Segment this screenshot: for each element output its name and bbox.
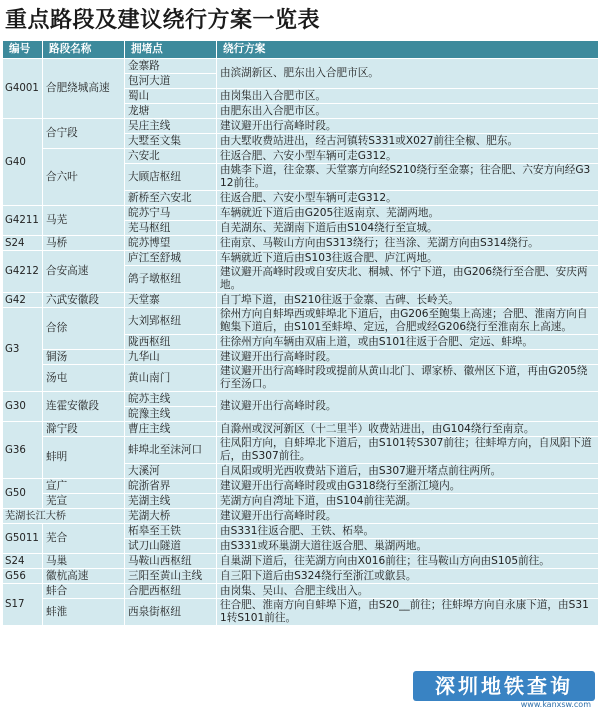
road-code: G4001 xyxy=(3,59,43,119)
congestion-point: 皖豫主线 xyxy=(125,407,217,422)
congestion-point: 九华山 xyxy=(125,350,217,365)
detour-plan: 由S331或环巢湖大道往返合肥、巢湖两地。 xyxy=(217,539,599,554)
congestion-point: 芜湖大桥 xyxy=(125,509,217,524)
table-row xyxy=(3,524,599,539)
section-name: 马桥 xyxy=(43,236,125,251)
detour-plan: 建议避开出行高峰时段或提前从黄山北门、谭家桥、徽州区下道，再由G205绕行至汤口。 xyxy=(217,365,599,392)
table-row xyxy=(3,350,599,365)
road-code: G42 xyxy=(3,293,43,308)
detour-table xyxy=(2,40,599,626)
detour-plan: 建议避开出行高峰时段。 xyxy=(217,350,599,365)
detour-plan: 自凤阳或明光西收费站下道后，由S307避开堵点前往两所。 xyxy=(217,464,599,479)
road-code: G4211 xyxy=(3,206,43,236)
table-row xyxy=(3,236,599,251)
section-name: 合安高速 xyxy=(43,251,125,293)
table-row xyxy=(3,584,599,599)
congestion-point: 合肥西枢纽 xyxy=(125,584,217,599)
road-code: G50 xyxy=(3,479,43,509)
congestion-point: 新桥至六安北 xyxy=(125,191,217,206)
road-code: 芜湖长江大桥 xyxy=(3,509,125,524)
congestion-point: 吴庄主线 xyxy=(125,119,217,134)
road-code: G5011 xyxy=(3,524,43,554)
table-row xyxy=(3,422,599,437)
detour-plan: 由岗集出入合肥市区。 xyxy=(217,89,599,104)
congestion-point: 西泉街枢纽 xyxy=(125,599,217,626)
detour-plan: 自巢湖下道后，往芜湖方向由X016前往；往马鞍山方向由S105前往。 xyxy=(217,554,599,569)
table-row xyxy=(3,365,599,392)
detour-plan: 由大墅收费站进出，经古河镇转S331或X027前往全椒、肥东。 xyxy=(217,134,599,149)
detour-plan: 芜湖方向自湾址下道，由S104前往芜湖。 xyxy=(217,494,599,509)
table-row xyxy=(3,293,599,308)
detour-plan: 建议避开出行高峰时段。 xyxy=(217,509,599,524)
congestion-point: 庐江至舒城 xyxy=(125,251,217,266)
congestion-point: 三阳至黄山主线 xyxy=(125,569,217,584)
road-code: G30 xyxy=(3,392,43,422)
congestion-point: 天堂寨 xyxy=(125,293,217,308)
detour-plan: 建议避开高峰时段或自安庆北、桐城、怀宁下道，由G206绕行至合肥、安庆两地。 xyxy=(217,266,599,293)
section-name: 宣广 xyxy=(43,479,125,494)
congestion-point: 皖苏宁马 xyxy=(125,206,217,221)
table-row xyxy=(3,479,599,494)
detour-plan: 往返合肥、六安小型车辆可走G312。 xyxy=(217,149,599,164)
table-row xyxy=(3,251,599,266)
header-congestion-point: 拥堵点 xyxy=(125,41,217,59)
section-name: 汤屯 xyxy=(43,365,125,392)
detour-plan: 车辆就近下道后由S103往返合肥、庐江两地。 xyxy=(217,251,599,266)
congestion-point: 黄山南门 xyxy=(125,365,217,392)
section-name: 合徐 xyxy=(43,308,125,350)
detour-plan: 自滁州或汊河新区（十二里半）收费站进出，由G104绕行至南京。 xyxy=(217,422,599,437)
road-code: G36 xyxy=(3,422,43,479)
detour-plan: 建议避开出行高峰时段。 xyxy=(217,392,599,422)
road-code: G40 xyxy=(3,119,43,206)
congestion-point: 大溪河 xyxy=(125,464,217,479)
watermark-text: 深圳地铁查询 xyxy=(435,674,573,698)
detour-plan: 建议避开出行高峰时段或由G318绕行至浙江境内。 xyxy=(217,479,599,494)
table-row xyxy=(3,206,599,221)
detour-plan: 由S331往返合肥、王铁、柘皋。 xyxy=(217,524,599,539)
road-code: S17 xyxy=(3,584,43,626)
table-row xyxy=(3,59,599,74)
section-name: 蚌合 xyxy=(43,584,125,599)
detour-plan: 自芜湖东、芜湖南下道后由S104绕行至宣城。 xyxy=(217,221,599,236)
congestion-point: 芜马枢纽 xyxy=(125,221,217,236)
detour-plan: 建议避开出行高峰时段。 xyxy=(217,119,599,134)
table-row xyxy=(3,437,599,464)
road-code: S24 xyxy=(3,554,43,569)
section-name: 马巢 xyxy=(43,554,125,569)
congestion-point: 皖苏博望 xyxy=(125,236,217,251)
watermark-url: www.kanxsw.com xyxy=(520,700,591,709)
table-row xyxy=(3,599,599,626)
watermark xyxy=(413,671,595,709)
detour-plan: 往返合肥、六安小型车辆可走G312。 xyxy=(217,191,599,206)
detour-plan: 由姚李下道，往金寨、天堂寨方向经S210绕行至金寨；往合肥、六安方向经G312前往。 xyxy=(217,164,599,191)
detour-plan: 往徐州方向车辆由双庙上道，或由S101往返于合肥、定远、蚌埠。 xyxy=(217,335,599,350)
header-code: 编号 xyxy=(3,41,43,59)
detour-plan: 自丁埠下道，由S210往返于金寨、古碑、长岭关。 xyxy=(217,293,599,308)
congestion-point: 马鞍山西枢纽 xyxy=(125,554,217,569)
section-name: 滁宁段 xyxy=(43,422,125,437)
congestion-point: 皖浙省界 xyxy=(125,479,217,494)
congestion-point: 大刘郢枢纽 xyxy=(125,308,217,335)
congestion-point: 芜湖主线 xyxy=(125,494,217,509)
table-row xyxy=(3,308,599,335)
congestion-point: 蚌埠北至沫河口 xyxy=(125,437,217,464)
congestion-point: 蜀山 xyxy=(125,89,217,104)
detour-plan: 往南京、马鞍山方向由S313绕行；往当涂、芜湖方向由S314绕行。 xyxy=(217,236,599,251)
congestion-point: 柘皋至王铁 xyxy=(125,524,217,539)
detour-plan: 由岗集、吴山、合肥主线出入。 xyxy=(217,584,599,599)
section-name: 合肥绕城高速 xyxy=(43,59,125,119)
table-row xyxy=(3,494,599,509)
table-row xyxy=(3,569,599,584)
detour-plan: 徐州方向自蚌埠西或蚌埠北下道后，由G206至鲍集上高速；合肥、淮南方向自鲍集下道后，由S101至蚌埠、定远，合肥或经G206绕行至淮南东上高速。 xyxy=(217,308,599,335)
congestion-point: 皖苏主线 xyxy=(125,392,217,407)
section-name: 蚌淮 xyxy=(43,599,125,626)
detour-plan: 自三阳下道后由S324绕行至浙江或歙县。 xyxy=(217,569,599,584)
road-code: G56 xyxy=(3,569,43,584)
congestion-point: 曹庄主线 xyxy=(125,422,217,437)
congestion-point: 大顾店枢纽 xyxy=(125,164,217,191)
detour-plan: 往凤阳方向，自蚌埠北下道后，由S101转S307前往；往蚌埠方向，自凤阳下道后，由S307前往。 xyxy=(217,437,599,464)
section-name: 蚌明 xyxy=(43,437,125,479)
detour-plan: 往合肥、淮南方向自蚌埠下道，由S20__前往；往蚌埠方向自永康下道，由S311转S101前往。 xyxy=(217,599,599,626)
congestion-point: 龙塘 xyxy=(125,104,217,119)
detour-plan: 由滨湖新区、肥东出入合肥市区。 xyxy=(217,59,599,89)
congestion-point: 大墅至文集 xyxy=(125,134,217,149)
congestion-point: 试刀山隧道 xyxy=(125,539,217,554)
road-code: S24 xyxy=(3,236,43,251)
header-detour-plan: 绕行方案 xyxy=(217,41,599,59)
header-section: 路段名称 xyxy=(43,41,125,59)
page-title: 重点路段及建议绕行方案一览表 xyxy=(5,7,321,33)
table-header-row xyxy=(3,41,599,59)
section-name: 徽杭高速 xyxy=(43,569,125,584)
detour-plan: 由肥东出入合肥市区。 xyxy=(217,104,599,119)
section-name: 合宁段 xyxy=(43,119,125,149)
congestion-point: 六安北 xyxy=(125,149,217,164)
road-code: G3 xyxy=(3,308,43,392)
section-name: 合六叶 xyxy=(43,149,125,206)
congestion-point: 金寨路 xyxy=(125,59,217,74)
section-name: 芜合 xyxy=(43,524,125,554)
detour-plan: 车辆就近下道后由G205往返南京、芜湖两地。 xyxy=(217,206,599,221)
table-row xyxy=(3,392,599,407)
table-row xyxy=(3,149,599,164)
road-code: G4212 xyxy=(3,251,43,293)
congestion-point: 鸽子墩枢纽 xyxy=(125,266,217,293)
section-name: 六武安徽段 xyxy=(43,293,125,308)
section-name: 芜宣 xyxy=(43,494,125,509)
congestion-point: 包河大道 xyxy=(125,74,217,89)
table-row xyxy=(3,119,599,134)
table-row xyxy=(3,554,599,569)
section-name: 马芜 xyxy=(43,206,125,236)
section-name: 连霍安徽段 xyxy=(43,392,125,422)
congestion-point: 陇西枢纽 xyxy=(125,335,217,350)
section-name: 铜汤 xyxy=(43,350,125,365)
table-row xyxy=(3,509,599,524)
